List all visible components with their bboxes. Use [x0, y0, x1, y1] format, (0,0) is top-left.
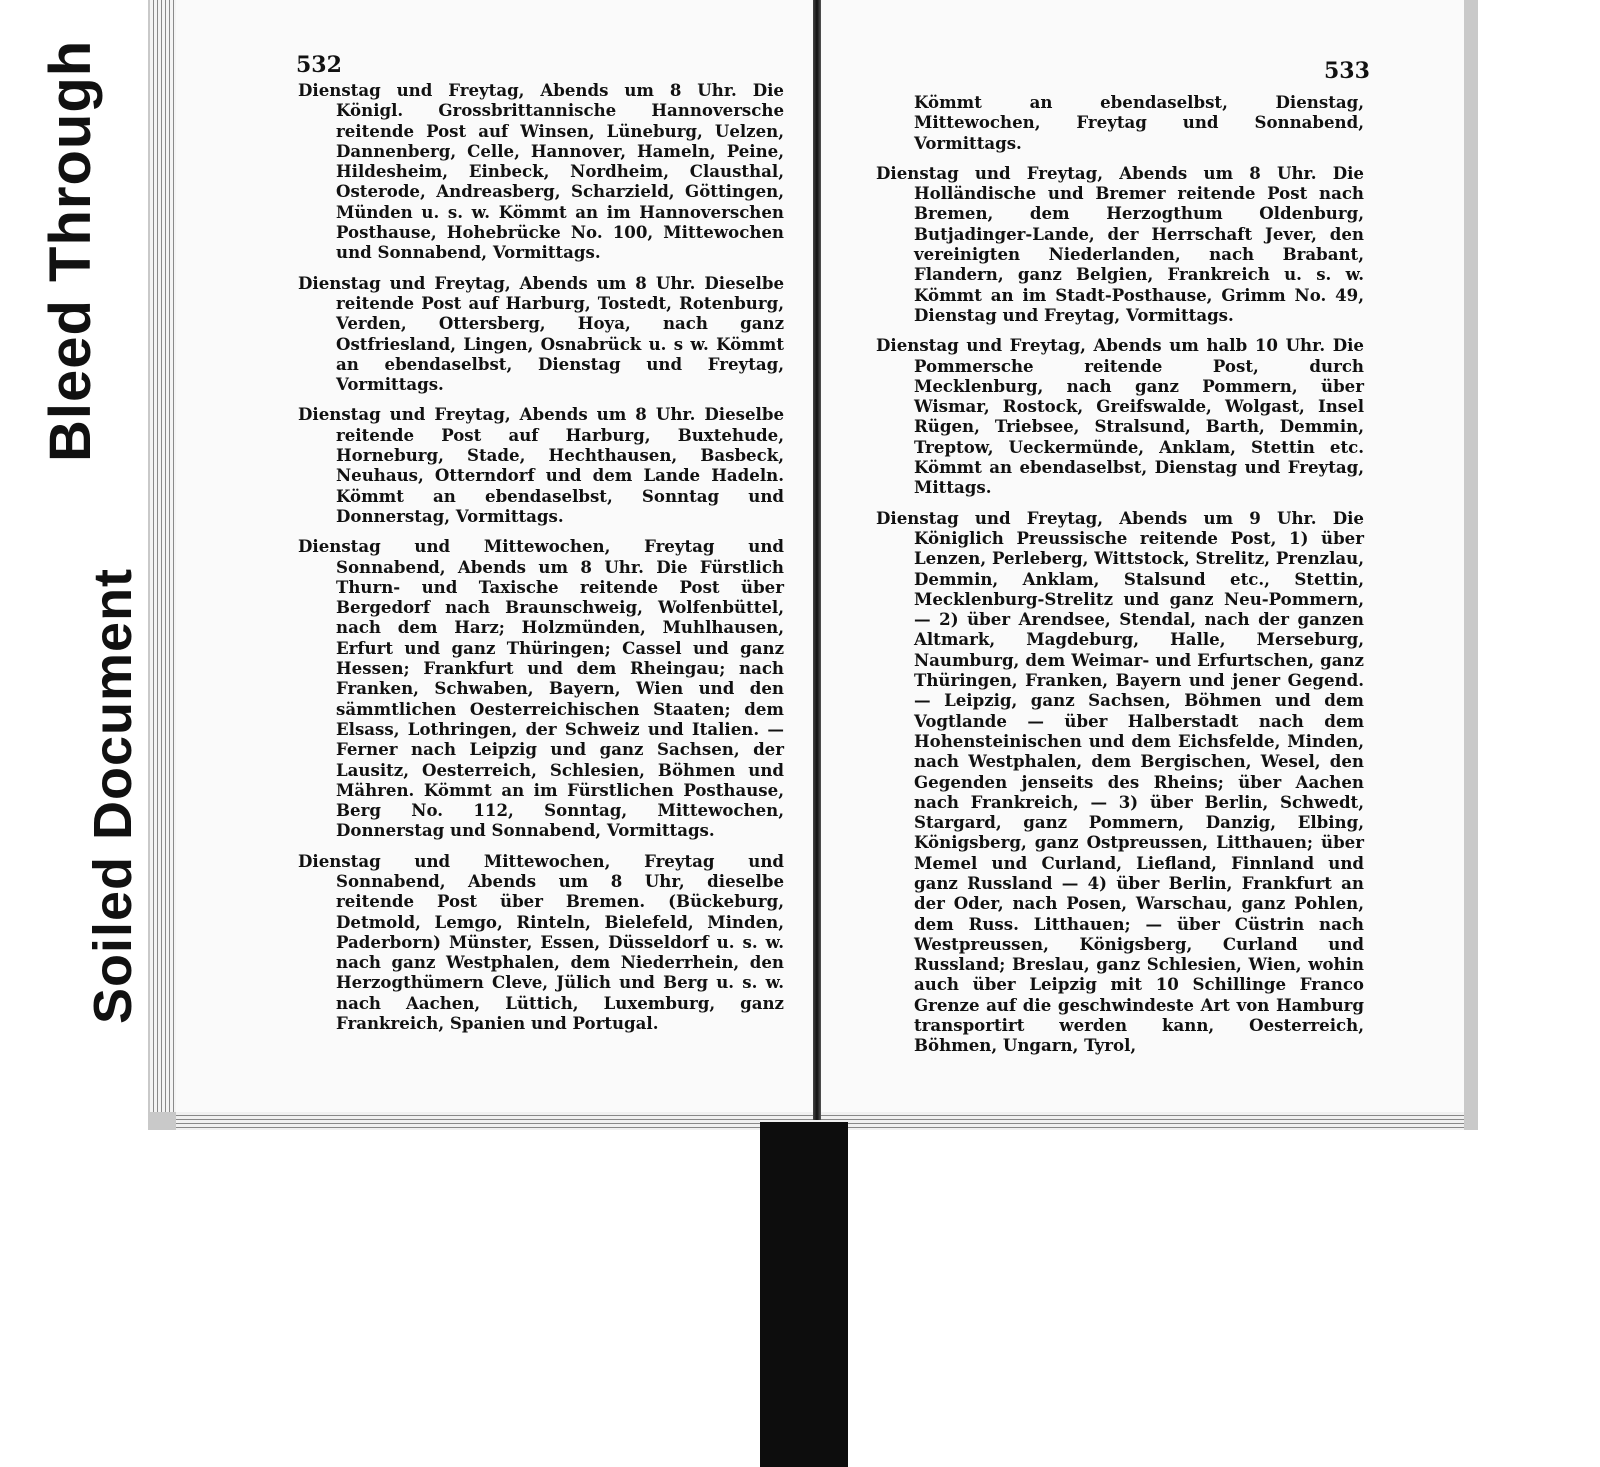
bookmark-ribbon [760, 1122, 848, 1467]
scan-label-strip [0, 0, 160, 1040]
schedule-entry: Dienstag und Freytag, Abends um 8 Uhr. Dieselbe reitende Post auf Harburg, Buxtehude, Horneburg, Stade, Hechthausen, Basbeck, Neuhaus, Otterndorf und dem Lande Hadeln. Kömmt an ebendaselbst, Sonntag und Donnerstag, Vormittags. [298, 404, 784, 526]
schedule-entry: Dienstag und Freytag, Abends um 8 Uhr. Die Holländische und Bremer reitende Post nach Bremen, dem Herzogthum Oldenburg, Butjadinger-Lande, der Herrschaft Jever, den vereinigten Niederlanden, nach Brabant, Flandern, ganz Belgien, Frankreich u. s. w. Kömmt an im Stadt-Posthause, Grimm No. 49, Dienstag und Freytag, Vormittags. [876, 162, 1364, 325]
page-edges-left [150, 0, 176, 1112]
left-page-text [298, 80, 784, 1043]
schedule-entry: Dienstag und Mittewochen, Freytag und Sonnabend, Abends um 8 Uhr. Die Fürstlich Thurn- und Taxische reitende Post über Bergedorf nach Braunschweig, Wolfenbüttel, nach dem Harz; Holzmünden, Muhlhausen, Erfurt und ganz Thüringen; Cassel und ganz Hessen; Frankfurt und dem Rheingau; nach Franken, Schwaben, Bayern, Wien und den sämmtlichen Oesterreichischen Staaten; dem Elsass, Lothringen, der Schweiz und Italien. — Ferner nach Leipzig und ganz Sachsen, der Lausitz, Oesterreich, Schlesien, Böhmen und Mähren. Kömmt an im Fürstlichen Posthause, Berg No. 112, Sonntag, Mittewochen, Donnerstag und Sonnabend, Vormittags. [298, 536, 784, 841]
schedule-entry: Dienstag und Freytag, Abends um 8 Uhr. Die Königl. Grossbrittannische Hannoversche reitende Post auf Winsen, Lüneburg, Uelzen, Dannenberg, Celle, Hannover, Hameln, Peine, Hildesheim, Einbeck, Nordheim, Clausthal, Osterode, Andreasberg, Scharzield, Göttingen, Münden u. s. w. Kömmt an im Hannoverschen Posthause, Hohebrücke No. 100, Mittewochen und Sonnabend, Vormittags. [298, 80, 784, 263]
right-page-text [876, 92, 1364, 1066]
schedule-entry: Dienstag und Freytag, Abends um halb 10 Uhr. Die Pommersche reitende Post, durch Mecklenburg, nach ganz Pommern, über Wismar, Rostock, Greifswalde, Wolgast, Insel Rügen, Triebsee, Stralsund, Barth, Demmin, Treptow, Ueckermünde, Anklam, Stettin etc. Kömmt an ebendaselbst, Dienstag und Freytag, Mittags. [876, 335, 1364, 498]
schedule-entry: Dienstag und Freytag, Abends um 9 Uhr. Die Königlich Preussische reitende Post, 1) über Lenzen, Perleberg, Wittstock, Strelitz, Prenzlau, Demmin, Anklam, Stalsund etc., Stettin, Mecklenburg-Strelitz und ganz Neu-Pommern, — 2) über Arendsee, Stendal, nach der ganzen Altmark, Magdeburg, Halle, Merseburg, Naumburg, dem Weimar- und Erfurtschen, ganz Thüringen, Franken, Bayern und jener Gegend. — Leipzig, ganz Sachsen, Böhmen und dem Vogtlande — über Halberstadt nach dem Hohensteinischen und dem Eichsfelde, Minden, nach Westphalen, dem Bergischen, Wesel, den Gegenden jenseits des Rheins; über Aachen nach Frankreich, — 3) über Berlin, Schwedt, Stargard, ganz Pommern, Danzig, Elbing, Königsberg, ganz Ostpreussen, Litthauen; über Memel und Curland, Liefland, Finnland und ganz Russland — 4) über Berlin, Frankfurt an der Oder, nach Posen, Warschau, ganz Pohlen, dem Russ. Litthauen; — über Cüstrin nach Westpreussen, Königsberg, Curland und Russland; Breslau, ganz Schlesien, Wien, wohin auch über Leipzig mit 10 Schillinge Franco Grenze auf die geschwindeste Art von Hamburg transportirt werden kann, Oesterreich, Böhmen, Ungarn, Tyrol, [876, 507, 1364, 1056]
schedule-entry: Dienstag und Mittewochen, Freytag und Sonnabend, Abends um 8 Uhr, dieselbe reitende Post über Bremen. (Bückeburg, Detmold, Lemgo, Rinteln, Bielefeld, Minden, Paderborn) Münster, Essen, Düsseldorf u. s. w. nach ganz Westphalen, dem Niederrhein, den Herzogthümern Cleve, Jülich und Berg u. s. w. nach Aachen, Lüttich, Luxemburg, ganz Frankreich, Spanien und Portugal. [298, 850, 784, 1034]
schedule-entry: Dienstag und Freytag, Abends um 8 Uhr. Dieselbe reitende Post auf Harburg, Tostedt, Rotenburg, Verden, Ottersberg, Hoya, nach ganz Ostfriesland, Lingen, Osnabrück u. s w. Kömmt an ebendaselbst, Dienstag und Freytag, Vormittags. [298, 272, 784, 395]
book-spine [813, 0, 821, 1120]
continuation-text: Kömmt an ebendaselbst, Dienstag, Mittewochen, Freytag und Sonnabend, Vormittags. [914, 92, 1364, 153]
bleed-through-label: Bleed Through [38, 39, 103, 462]
soiled-document-label: Soiled Document [83, 567, 143, 1024]
left-page-number: 532 [296, 52, 342, 78]
right-page-number: 533 [1324, 58, 1370, 84]
